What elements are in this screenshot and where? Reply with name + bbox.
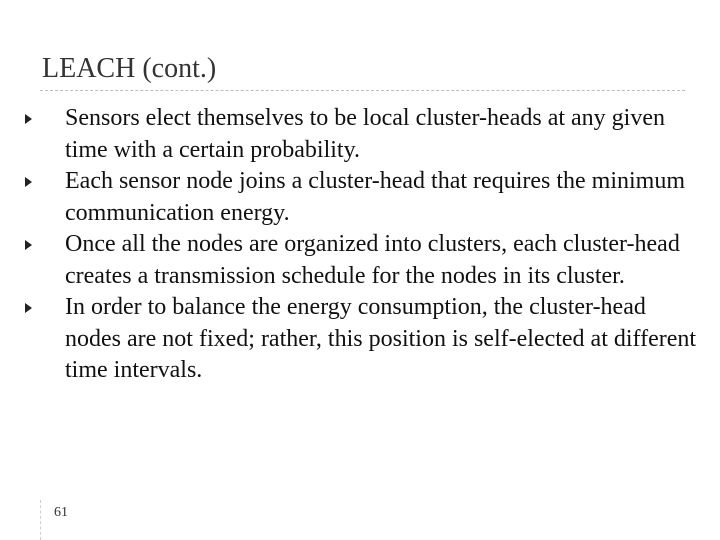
arrow-bullet-icon bbox=[25, 240, 32, 250]
bullet-item bbox=[20, 292, 700, 387]
bullet-list bbox=[20, 103, 700, 387]
arrow-bullet-icon bbox=[25, 114, 32, 124]
bullet-text: Once all the nodes are organized into clusters, each cluster-head creates a transmission schedule for the nodes in its cluster. bbox=[65, 231, 680, 289]
bullet-item bbox=[20, 229, 700, 292]
bullet-text: Sensors elect themselves to be local cluster-heads at any given time with a certain probability. bbox=[65, 105, 665, 163]
title-divider bbox=[40, 90, 685, 91]
arrow-bullet-icon bbox=[25, 177, 32, 187]
bullet-item bbox=[20, 103, 700, 166]
bullet-text: In order to balance the energy consumption, the cluster-head nodes are not fixed; rather, this position is self-elected at different time intervals. bbox=[65, 294, 697, 383]
bullet-text: Each sensor node joins a cluster-head that requires the minimum communication energy. bbox=[65, 168, 686, 226]
slide-title: LEACH (cont.) bbox=[42, 53, 217, 84]
arrow-bullet-icon bbox=[25, 303, 32, 313]
bullet-item bbox=[20, 166, 700, 229]
page-number: 61 bbox=[54, 505, 68, 520]
footer-rule bbox=[40, 500, 41, 540]
